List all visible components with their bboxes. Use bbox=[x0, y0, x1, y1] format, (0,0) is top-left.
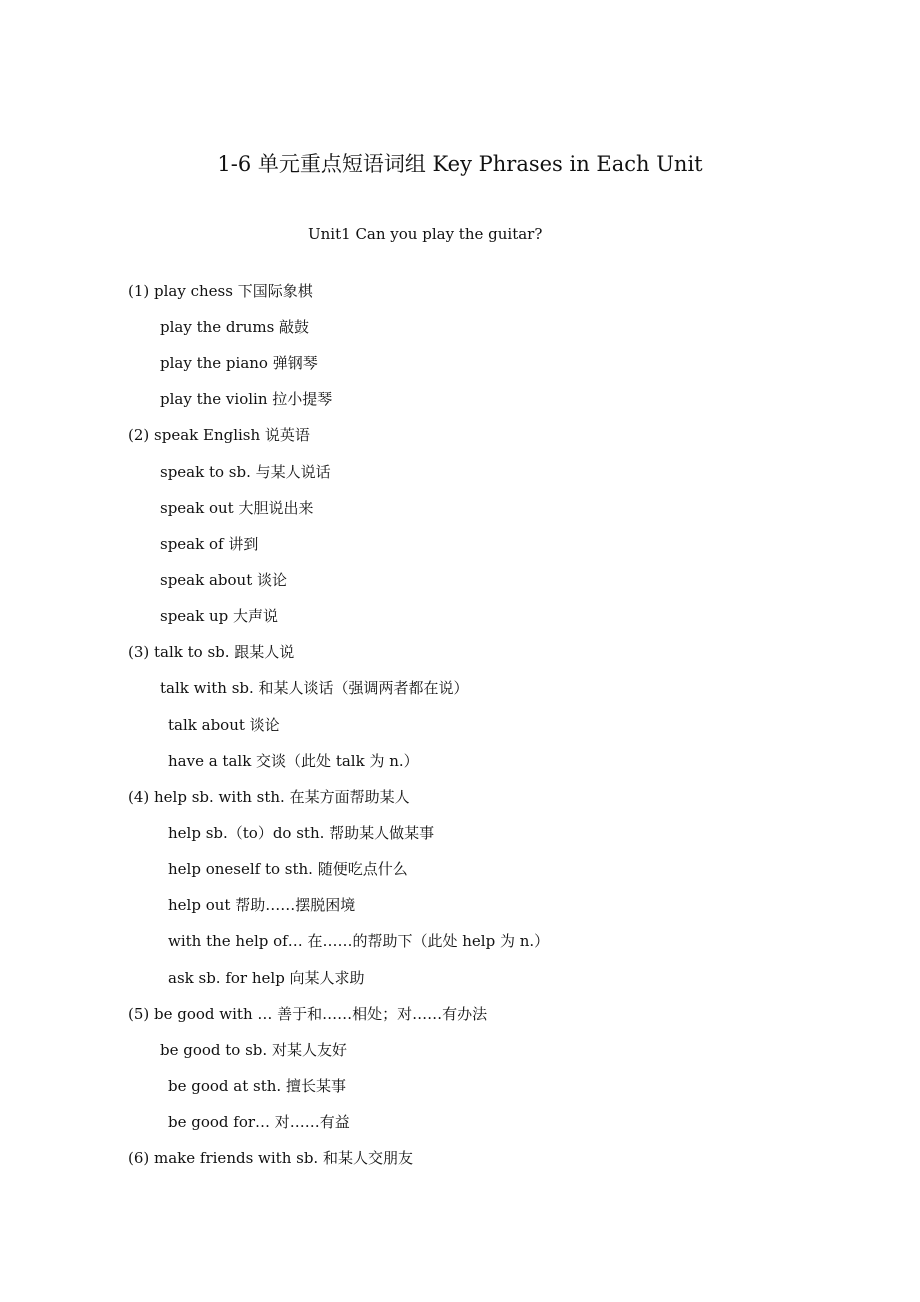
page-title: 1-6 单元重点短语词组 Key Phrases in Each Unit bbox=[217, 152, 703, 176]
phrase-line: (1) play chess 下国际象棋 bbox=[128, 282, 313, 300]
phrase-line: be good at sth. 擅长某事 bbox=[168, 1077, 346, 1095]
phrase-line: speak to sb. 与某人说话 bbox=[160, 463, 331, 481]
phrase-line: with the help of… 在……的帮助下（此处 help 为 n.） bbox=[168, 932, 550, 950]
phrase-line: (4) help sb. with sth. 在某方面帮助某人 bbox=[128, 788, 410, 806]
phrase-line: help oneself to sth. 随便吃点什么 bbox=[168, 860, 408, 878]
phrase-line: be good for… 对……有益 bbox=[168, 1113, 350, 1131]
phrase-line: (2) speak English 说英语 bbox=[128, 426, 310, 444]
phrase-line: ask sb. for help 向某人求助 bbox=[168, 969, 365, 987]
phrase-line: speak about 谈论 bbox=[160, 571, 288, 589]
phrase-line: play the violin 拉小提琴 bbox=[160, 390, 333, 408]
phrase-line: play the drums 敲鼓 bbox=[160, 318, 310, 336]
phrase-line: help out 帮助……摆脱困境 bbox=[168, 896, 356, 914]
phrase-line: speak of 讲到 bbox=[160, 535, 259, 553]
phrase-line: talk about 谈论 bbox=[168, 716, 280, 734]
phrase-line: be good to sb. 对某人友好 bbox=[160, 1041, 347, 1059]
phrase-line: (6) make friends with sb. 和某人交朋友 bbox=[128, 1149, 413, 1167]
phrase-line: play the piano 弹钢琴 bbox=[160, 354, 318, 372]
phrase-line: (3) talk to sb. 跟某人说 bbox=[128, 643, 295, 661]
unit-title: Unit1 Can you play the guitar? bbox=[308, 225, 543, 243]
phrase-line: help sb.（to）do sth. 帮助某人做某事 bbox=[168, 824, 435, 842]
phrase-line: (5) be good with … 善于和……相处；对……有办法 bbox=[128, 1005, 488, 1023]
phrase-line: speak out 大胆说出来 bbox=[160, 499, 314, 517]
phrase-line: speak up 大声说 bbox=[160, 607, 279, 625]
phrase-line: have a talk 交谈（此处 talk 为 n.） bbox=[168, 752, 419, 770]
phrase-line: talk with sb. 和某人谈话（强调两者都在说） bbox=[160, 679, 469, 697]
